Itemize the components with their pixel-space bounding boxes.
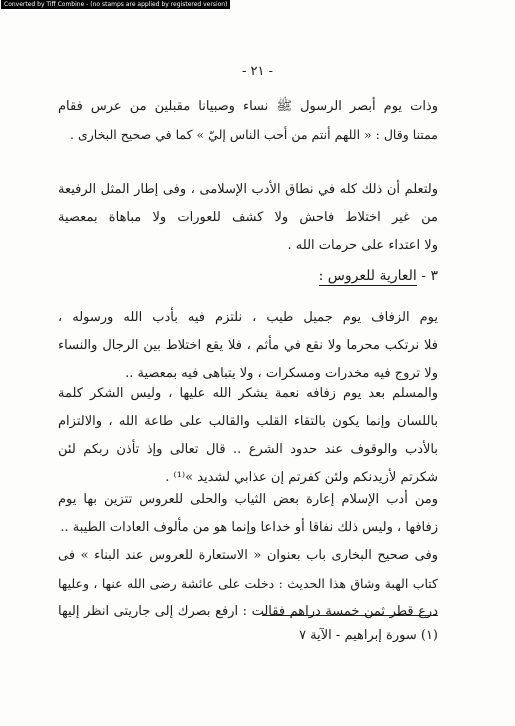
paragraph	[58, 380, 438, 492]
text-line: باللسان وإنما يكون بالتقاء القلب والقالب على طاعة الله ، والالتزام	[58, 414, 438, 429]
text-line: ولا تروج فيه مخدرات ومسكرات ، ولا يتباهى فيه بمعصية ..	[125, 366, 438, 381]
text-line: ولا اعتداء على حرمات الله .	[287, 238, 438, 253]
text-line: يوم الزفاف يوم جميل طيب ، نلتزم فيه بأدب الله ورسوله ،	[58, 310, 438, 325]
section-title: العارية للعروس :	[318, 268, 417, 284]
paragraph	[58, 176, 438, 260]
text-line: من غير اختلاط فاحش ولا كشف للعورات ولا مباهاة بمعصية	[58, 210, 438, 225]
section-heading	[58, 262, 438, 290]
text-line: وذات يوم أبصر الرسول ﷺ نساء وصبيانا مقبلين من عرس فقام	[58, 99, 438, 114]
text-line: ممتنا وقال : « اللهم أنتم من أحب الناس إليّ » كما في صحيح البخارى .	[70, 127, 438, 142]
text-line: ومن أدب الإسلام إعارة بعض الثياب والحلى للعروس تتزين بها يوم	[58, 492, 438, 507]
text-line: فلا نرتكب محرما ولا نقع في مأثم ، فلا يقع اختلاط بين الرجال والنساء	[58, 338, 438, 353]
footnote-divider	[262, 615, 438, 616]
paragraph	[58, 486, 438, 542]
text-line: شكرتم لأزيدنكم ولئن كفرتم إن عذابي لشديد »⁽¹⁾ .	[165, 470, 438, 485]
page-number: - ٢١ -	[241, 64, 274, 79]
paragraph	[58, 542, 438, 626]
converter-banner: Converted by Tiff Combine - (no stamps are applied by registered version)	[1, 0, 230, 9]
paragraph	[58, 93, 438, 149]
footnote: (١) سورة إبراهيم - الآية ٧	[299, 628, 438, 643]
text-line: بالأدب والوقوف عند حدود الشرع .. قال تعالى وإذ تأذن ربكم لئن	[58, 442, 438, 457]
paragraph	[58, 304, 438, 388]
text-line: زفافها ، وليس ذلك نفاقا أو خداعا وإنما هو من مألوف العادات الطيبة ..	[60, 520, 438, 535]
text-line: ولتعلم أن ذلك كله في نطاق الأدب الإسلامى ، وفى إطار المثل الرفيعة	[58, 182, 438, 197]
text-line: درع قطر ثمن خمسة دراهم فقالت : ارفع بصرك إلى جاريتى انظر إليها	[58, 604, 438, 619]
text-line: وفى صحيح البخارى باب بعنوان « الاستعارة للعروس عند البناء » فى	[58, 548, 438, 563]
text-line: والمسلم بعد يوم زفافه نعمة يشكر الله عليها ، وليس الشكر كلمة	[58, 386, 438, 401]
text-line: كتاب الهبة وشاق هذا الحديث : دخلت على عائشة رضى الله عنها ، وعليها	[58, 576, 438, 591]
section-number: ٣ -	[421, 268, 438, 284]
